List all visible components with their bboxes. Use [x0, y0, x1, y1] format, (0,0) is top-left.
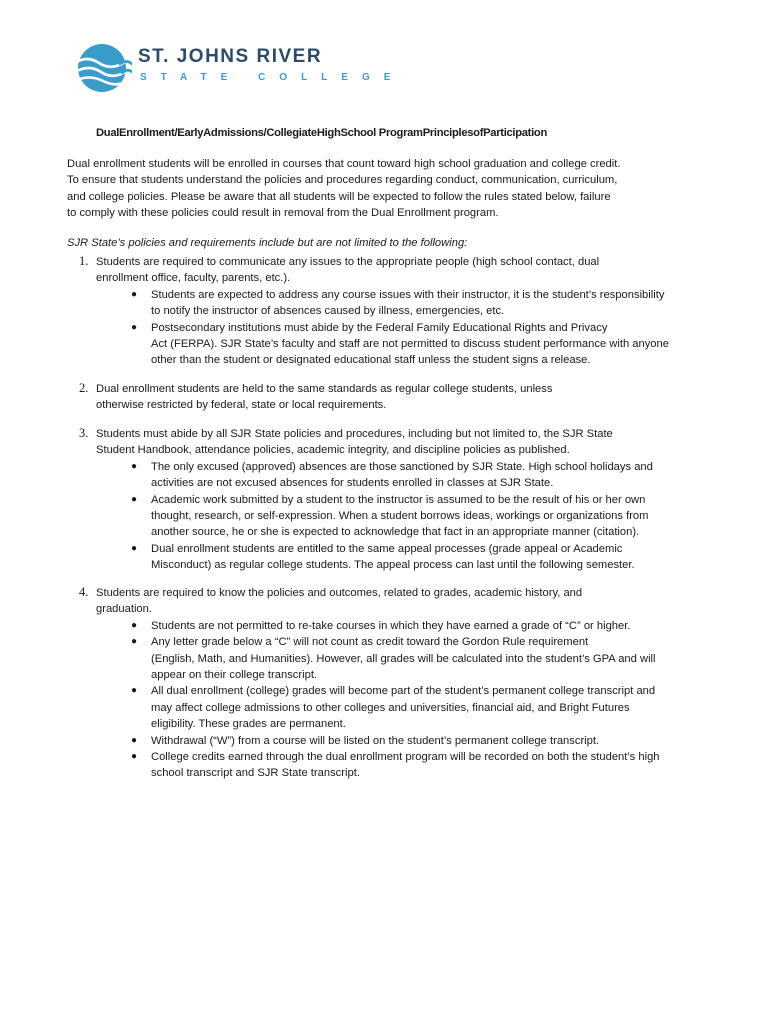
item-number: 2. [79, 381, 89, 395]
list-item-4 [79, 584, 719, 782]
list-item-1 [79, 253, 719, 369]
intro-paragraph [67, 156, 707, 222]
list-item-2 [79, 380, 719, 414]
college-logo [74, 43, 405, 95]
bullet-icon: ● [131, 321, 138, 333]
bullet-icon: ● [131, 636, 138, 648]
item-number: 4. [79, 585, 89, 599]
item-number: 1. [79, 254, 89, 268]
bullet-item: ● All dual enrollment (college) grades will become part of the student’s permanent college transcript and may affect college admissions to other colleges and universities, financial aid, and Bright Futures eligibility. These grades are permanent. [131, 685, 656, 731]
bullet-item: ● College credits earned through the dual enrollment program will be recorded on both the student’s high school transcript and SJR State transcript. [131, 751, 660, 780]
wave-logo-icon [77, 43, 132, 93]
item-line: Students must abide by all SJR State policies and procedures, including but not limited to, the SJR State [96, 428, 613, 440]
policies-lead: SJR State’s policies and requirements include but are not limited to the following: [67, 237, 468, 249]
bullet-icon: ● [131, 685, 138, 697]
bullet-item: ● Dual enrollment students are entitled to the same appeal processes (grade appeal or Academic Misconduct) as regular college students. The appeal process can last until the following semester. [131, 542, 635, 572]
bullet-icon: ● [131, 619, 138, 631]
intro-line: To ensure that students understand the policies and procedures regarding conduct, communication, curriculum, [67, 174, 618, 187]
item-number: 3. [79, 426, 89, 440]
item-line: otherwise restricted by federal, state or local requirements. [96, 399, 387, 412]
item-line: Students are required to know the policies and outcomes, related to grades, academic history, and [96, 587, 583, 599]
item-line: Dual enrollment students are held to the same standards as regular college students, unless [96, 383, 553, 395]
intro-line: and college policies. Please be aware that all students will be expected to follow the rules stated below, failure [67, 190, 611, 203]
item-line: Students are required to communicate any issues to the appropriate people (high school contact, dual [96, 256, 600, 268]
bullet-item: ● Postsecondary institutions must abide by the Federal Family Educational Rights and Privacy Act (FERPA). SJR State’s faculty and staff are not permitted to discuss student performance with anyone other than the student or designated educational staff unless the student signs a release. [131, 321, 669, 367]
bullet-item: ● Academic work submitted by a student to the instructor is assumed to be the result of his or her own thought, research, or self-expression. When a student borrows ideas, workings or organizations from another source, he or she is expected to acknowledge that fact in an appropriate manner (citation). [131, 493, 649, 539]
college-subtitle: STATE COLLEGE [140, 72, 405, 83]
bullet-icon: ● [131, 751, 138, 763]
bullet-item: ● Withdrawal (“W”) from a course will be listed on the student’s permanent college transcript. [79, 733, 719, 749]
intro-line: Dual enrollment students will be enrolled in courses that count toward high school graduation and college credit. [67, 158, 621, 170]
bullet-icon: ● [131, 288, 138, 300]
item-line: graduation. [96, 603, 152, 616]
college-name: ST. JOHNS RIVER [138, 46, 323, 67]
intro-line: to comply with these policies could result in removal from the Dual Enrollment program. [67, 207, 499, 220]
bullet-icon: ● [131, 460, 138, 472]
bullet-icon: ● [131, 734, 138, 746]
bullet-icon: ● [131, 542, 138, 554]
bullet-item: ● The only excused (approved) absences are those sanctioned by SJR State. High school holidays and activities are not excused absences for students enrolled in classes at SJR State. [131, 460, 653, 490]
list-item-3 [79, 425, 719, 574]
item-line: enrollment office, faculty, parents, etc.). [96, 272, 291, 285]
item-line: Student Handbook, attendance policies, academic integrity, and discipline policies as published. [96, 444, 570, 457]
bullet-item: ● Students are expected to address any course issues with their instructor, it is the student’s responsibility to notify the instructor of absences caused by illness, emergencies, etc. [131, 288, 665, 318]
page-title: DualEnrollment/EarlyAdmissions/CollegiateHighSchool ProgramPrinciplesofParticipation [96, 127, 547, 139]
bullet-item: ● Any letter grade below a “C” will not count as credit toward the Gordon Rule requirement (English, Math, and Humanities). However, all grades will be calculated into the student’s GPA and will appear on their college transcript. [131, 636, 656, 682]
bullet-item: ● Students are not permitted to re-take courses in which they have earned a grade of “C” or higher. [79, 618, 719, 634]
bullet-icon: ● [131, 493, 138, 505]
